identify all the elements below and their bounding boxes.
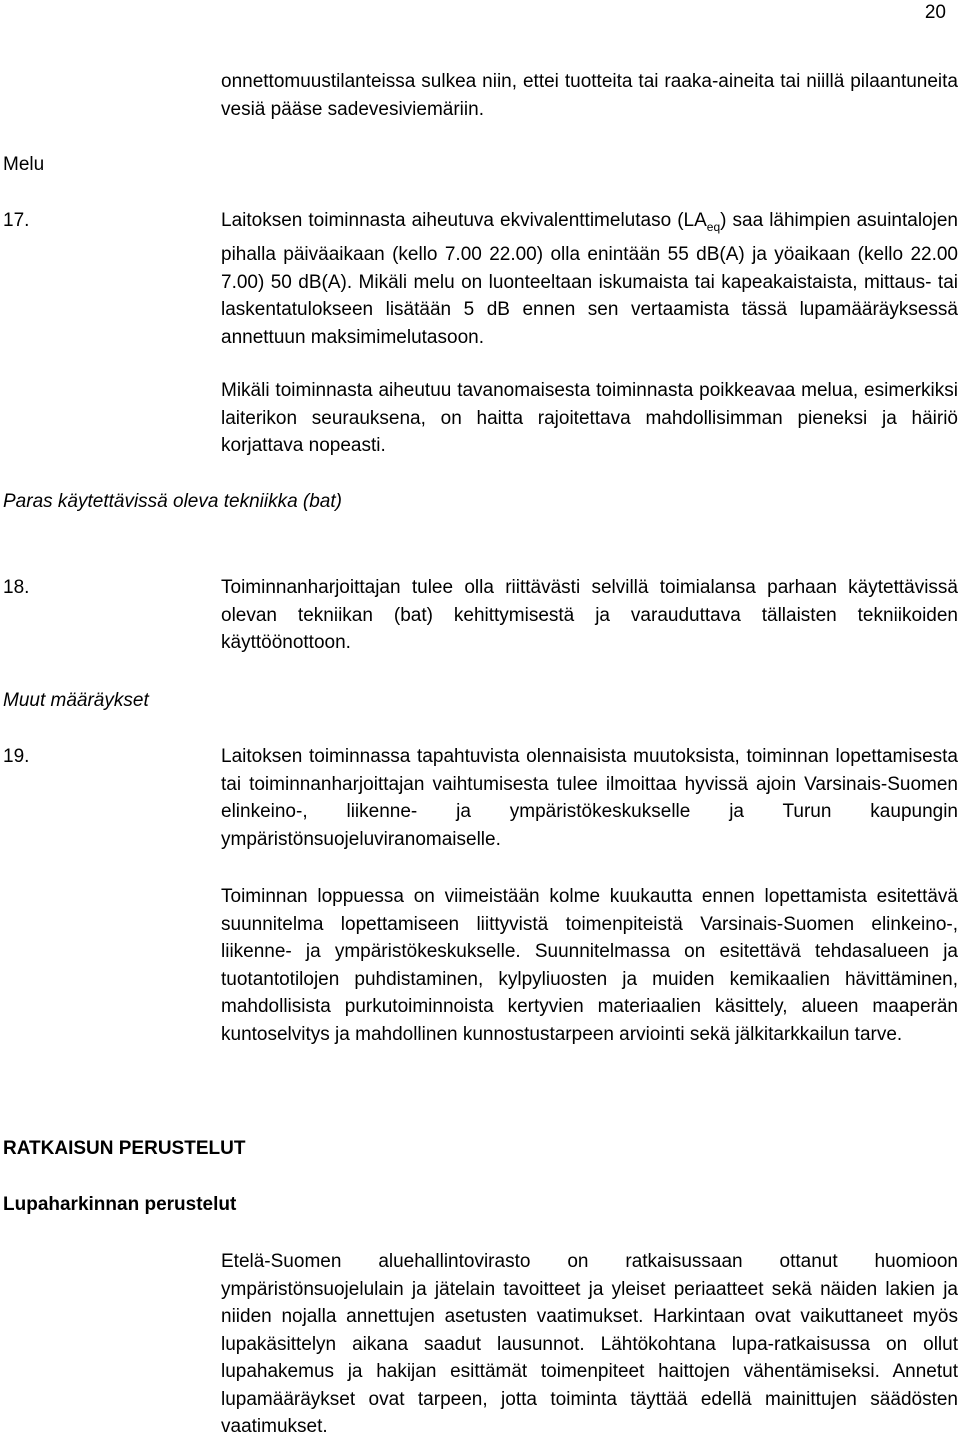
item-17-text-rest: ) saa lähimpien asuintalojen pihalla päiväaikaan (kello 7.00 22.00) olla enintään 55 dB(A) ja yöaikaan (kello 22.00 7.00) 50 dB(A). Mikäli melu on luonteeltaan iskumaista tai kapeakaistaista, mittaus- tai laskentatulokseen lisätään 5 dB ennen sen vertaamista tässä lupamääräyksessä annettuun maksimimelutasoon.: [221, 210, 958, 348]
section-heading-muut: Muut määräykset: [3, 690, 149, 711]
section-heading-bat: Paras käytettävissä oleva tekniikka (bat): [3, 491, 342, 512]
item-17-paragraph-2: Mikäli toiminnasta aiheutuu tavanomaisesta toiminnasta poikkeavaa melua, esimerkiksi laiterikon seurauksena, on haitta rajoitettava mahdollisimman pieneksi ja häiriö korjattava nopeasti.: [221, 380, 958, 456]
intro-paragraph: onnettomuustilanteissa sulkea niin, ettei tuotteita tai raaka-aineita tai niillä pilaantuneita vesiä pääse sadevesiviemäriin.: [221, 71, 958, 120]
item-19-paragraph-1: Laitoksen toiminnassa tapahtuvista olennaisista muutoksista, toiminnan lopettamisesta tai toiminnanharjoittajan vaihtumisesta tulee ilmoittaa hyvissä ajoin Varsinais-Suomen elinkeino-, liikenne- ja ympäristökeskukselle ja Turun kaupungin ympäristönsuojeluviranomaiselle.: [221, 746, 958, 850]
item-number-17: 17.: [3, 210, 30, 231]
item-17-paragraph-1: [221, 207, 958, 351]
item-17-subscript: eq: [706, 219, 721, 234]
item-17-text-start: Laitoksen toiminnasta aiheutuva ekvivalenttimelutaso (LA: [221, 210, 707, 231]
section-heading-lupaharkinnan-perustelut: Lupaharkinnan perustelut: [3, 1194, 237, 1215]
section-heading-melu: Melu: [3, 154, 45, 175]
item-19-paragraph-2: Toiminnan loppuessa on viimeistään kolme kuukautta ennen lopettamista esitettävä suunnitelma lopettamiseen liittyvistä toimenpiteistä Varsinais-Suomen elinkeino-, liikenne- ja ympäristökeskukselle. Suunnitelmassa on esitettävä tehdasalueen ja tuotantotilojen puhdistaminen, kylpyliuosten ja muiden kemikaalien hävittäminen, mahdollisista purkutoiminnoista kertyvien materiaalien käsittely, alueen maaperän kuntoselvitys ja mahdollinen kunnostustarpeen arviointi sekä jälkitarkkailun tarve.: [221, 886, 958, 1045]
item-number-19: 19.: [3, 746, 30, 767]
item-number-18: 18.: [3, 577, 30, 598]
page-number: 20: [924, 2, 946, 23]
item-18-paragraph: Toiminnanharjoittajan tulee olla riittävästi selvillä toimialansa parhaan käytettävissä olevan tekniikan (bat) kehittymisestä ja varauduttava tällaisten tekniikoiden käyttöönottoon.: [221, 577, 958, 653]
section-heading-ratkaisun-perustelut: RATKAISUN PERUSTELUT: [3, 1138, 246, 1159]
lupaharkinta-paragraph: Etelä-Suomen aluehallintovirasto on ratkaisussaan ottanut huomioon ympäristönsuojelulain ja jätelain tavoitteet ja yleiset periaatteet sekä näiden lakien ja niiden nojalla annettujen asetusten vaatimukset. Harkintaan ovat vaikuttaneet myös lupakäsittelyn aikana saadut lausunnot. Lähtökohtana lupa-ratkaisussa on ollut lupahakemus ja hakijan esittämät toimenpiteet haittojen vähentämiseksi. Annetut lupamääräykset ovat tarpeen, jotta toiminta täyttää edellä mainittujen säädösten vaatimukset.: [221, 1251, 958, 1437]
